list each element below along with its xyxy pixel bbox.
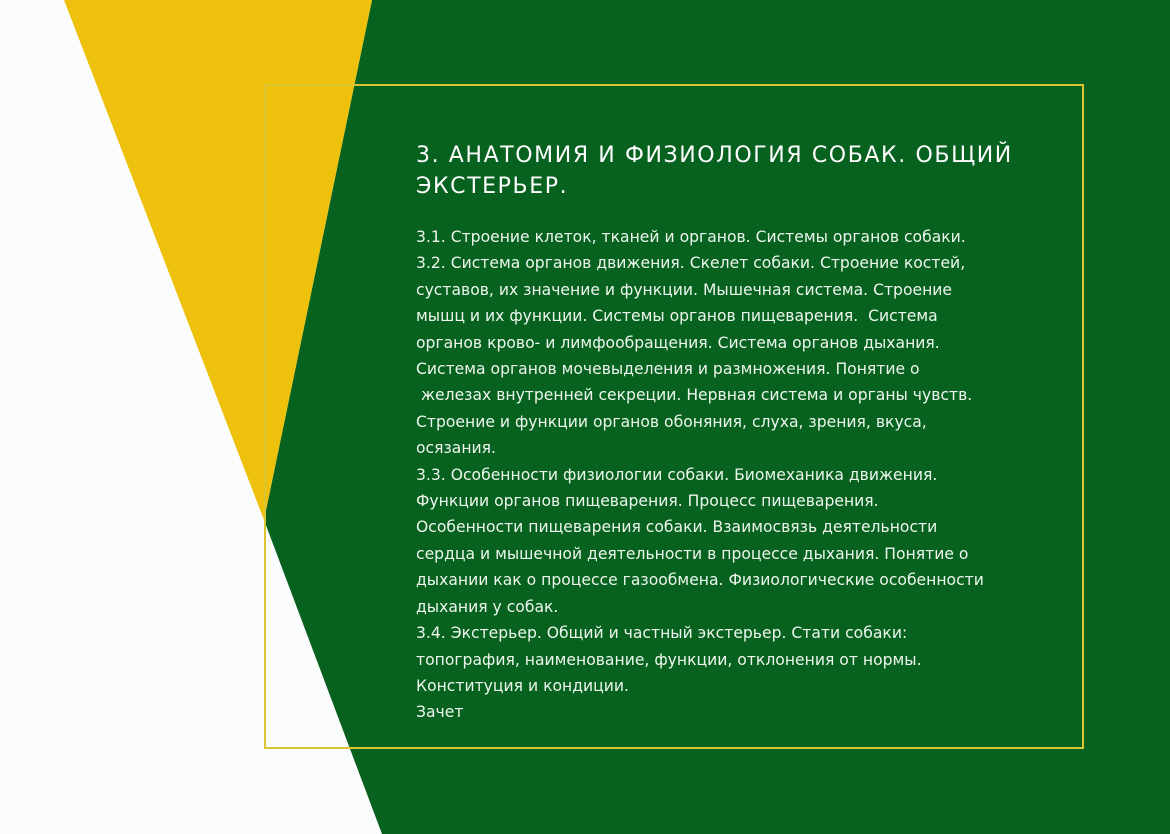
section-title: 3. АНАТОМИЯ И ФИЗИОЛОГИЯ СОБАК. ОБЩИЙ ЭКСТЕРЬЕР. [416,143,1013,199]
body-line: топография, наименование, функции, отклонения от нормы. [416,650,922,669]
body-line: 3.2. Система органов движения. Скелет собаки. Строение костей, [416,254,966,273]
body-line: осязания. [416,439,497,458]
body-line: Система органов мочевыделения и размножения. Понятие о [416,360,920,379]
body-line: Зачет [416,703,464,722]
body-line: сердца и мышечной деятельности в процессе дыхания. Понятие о [416,544,969,563]
body-line: 3.1. Строение клеток, тканей и органов. Системы органов собаки. [416,228,966,246]
body-line: 3.3. Особенности физиологии собаки. Биомеханика движения. [416,465,938,484]
body-line: Функции органов пищеварения. Процесс пищеварения. [416,492,879,511]
body-line: железах внутренней секреции. Нервная система и органы чувств. [416,386,973,405]
body-line: органов крово- и лимфообращения. Система органов дыхания. [416,333,940,352]
body-line: Строение и функции органов обоняния, слуха, зрения, вкуса, [416,412,927,431]
body-line: 3.4. Экстерьер. Общий и частный экстерьер. Стати собаки: [416,624,908,643]
body-line: Особенности пищеварения собаки. Взаимосвязь деятельности [416,518,938,537]
body-line: дыхании как о процессе газообмена. Физиологические особенности [416,571,984,590]
body-line: мышц и их функции. Системы органов пищеварения. Система [416,307,938,326]
section-body [416,224,1036,726]
body-line: Конституция и кондиции. [416,676,629,695]
body-line: суставов, их значение и функции. Мышечная система. Строение [416,280,953,299]
content-block [416,140,1036,726]
body-line: дыхания у собак. [416,597,559,616]
